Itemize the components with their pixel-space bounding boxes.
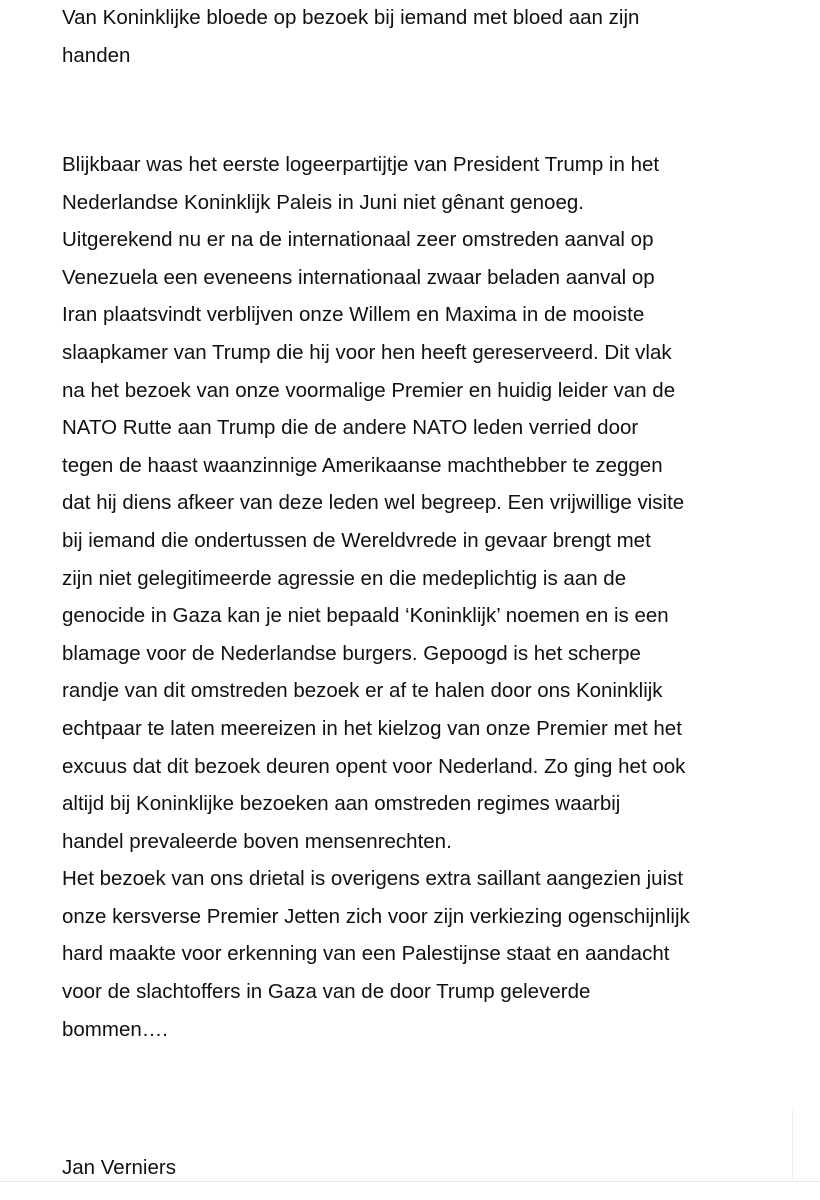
body-line: bij iemand die ondertussen de Wereldvrede in gevaar brengt met: [62, 528, 651, 552]
body-line: Het bezoek van ons drietal is overigens extra saillant aangezien juist: [62, 867, 684, 891]
body-line: genocide in Gaza kan je niet bepaald ‘Koninklijk’ noemen en is een: [62, 604, 669, 628]
body-line: excuus dat dit bezoek deuren opent voor Nederland. Zo ging het ook: [62, 754, 686, 778]
title-line: Van Koninklijke bloede op bezoek bij iemand met bloed aan zijn: [62, 6, 640, 29]
body-line: altijd bij Koninklijke bezoeken aan omstreden regimes waarbij: [62, 792, 621, 816]
title-line: handen: [62, 43, 131, 67]
body-line: randje van dit omstreden bezoek er af te halen door ons Koninklijk: [62, 679, 663, 703]
body-line: zijn niet gelegitimeerde agressie en die medeplichtig is aan de: [62, 566, 627, 590]
body-line: Blijkbaar was het eerste logeerpartijtje van President Trump in het: [62, 153, 660, 176]
body-line: tegen de haast waanzinnige Amerikaanse machthebber te zeggen: [62, 453, 663, 477]
body-line: echtpaar te laten meereizen in het kielzog van onze Premier met het: [62, 716, 682, 740]
body-line: Venezuela een eveneens internationaal zwaar beladen aanval op: [62, 265, 655, 289]
body-line: blamage voor de Nederlandse burgers. Gepoogd is het scherpe: [62, 641, 641, 665]
page-edge-divider: [792, 1110, 793, 1182]
body-line: voor de slachtoffers in Gaza van de door Trump geleverde: [62, 980, 591, 1004]
body-line: hard maakte voor erkenning van een Palestijnse staat en aandacht: [62, 942, 670, 966]
author-signature: Jan Verniers: [62, 1156, 176, 1179]
page-edge-divider: [0, 1181, 820, 1182]
body-line: onze kersverse Premier Jetten zich voor zijn verkiezing ogenschijnlijk: [62, 904, 690, 928]
body-line: Uitgerekend nu er na de internationaal zeer omstreden aanval op: [62, 228, 654, 252]
body-line: handel prevaleerde boven mensenrechten.: [62, 829, 452, 853]
document-title: [62, 0, 812, 74]
body-line: NATO Rutte aan Trump die de andere NATO leden verried door: [62, 416, 639, 440]
body-line: Nederlandse Koninklijk Paleis in Juni niet gênant genoeg.: [62, 190, 584, 214]
document-body: [62, 146, 812, 1048]
body-line: Iran plaatsvindt verblijven onze Willem en Maxima in de mooiste: [62, 303, 645, 327]
body-line: bommen….: [62, 1017, 168, 1041]
body-line: na het bezoek van onze voormalige Premier en huidig leider van de: [62, 378, 676, 402]
body-line: slaapkamer van Trump die hij voor hen heeft gereserveerd. Dit vlak: [62, 340, 672, 364]
body-line: dat hij diens afkeer van deze leden wel begreep. Een vrijwillige visite: [62, 491, 685, 515]
